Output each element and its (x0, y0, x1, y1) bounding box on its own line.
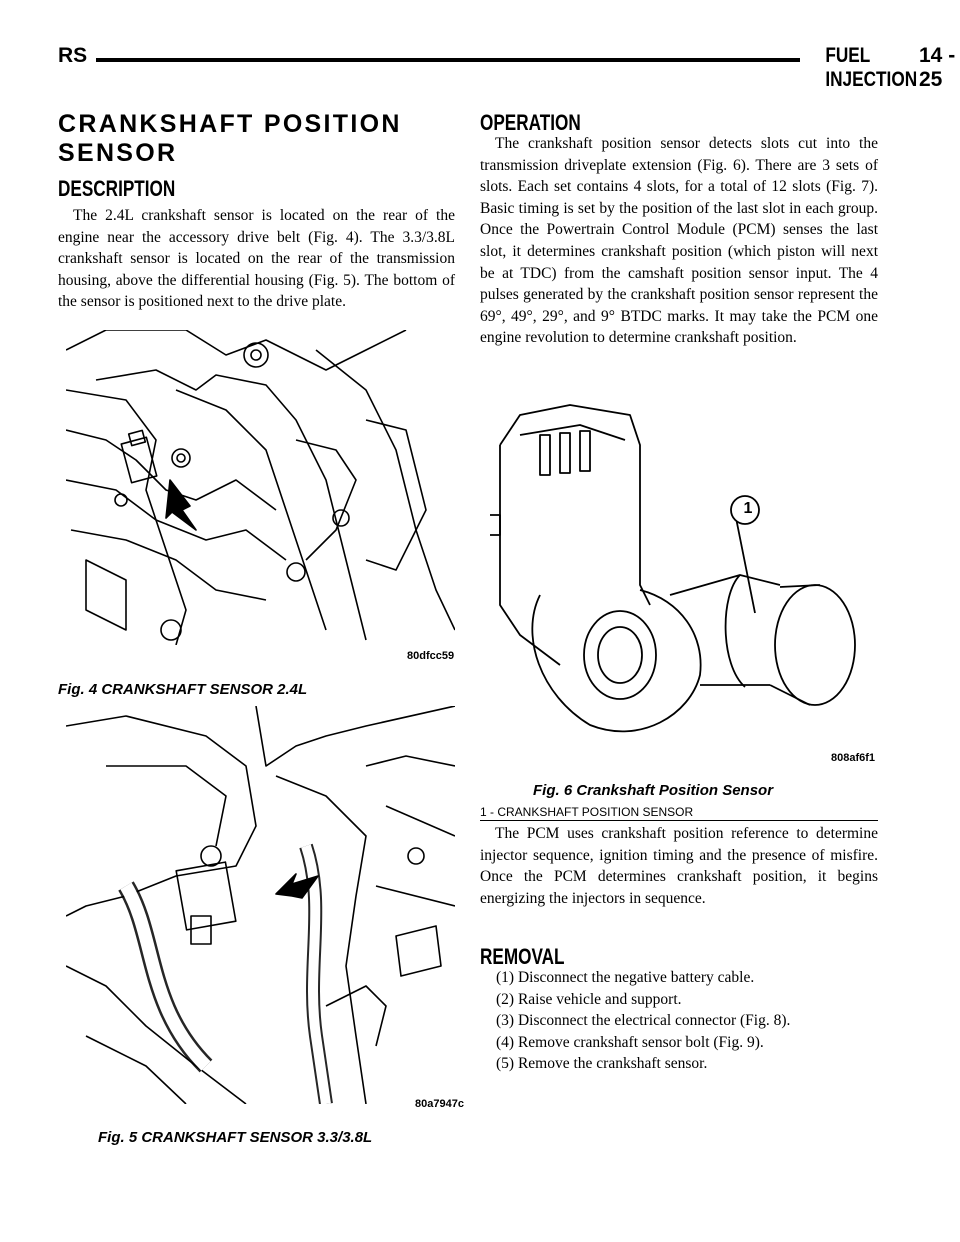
removal-step: (1) Disconnect the negative battery cable. (496, 969, 755, 986)
operation-text: The crankshaft position sensor detects slots cut into the transmission driveplate extension (Fig. 6). There are 3 sets of slots. Each set contains 4 slots, for a total of 12 slots (Fig. 7). Basic timing is set by the position of the last slot in each group. Once the Powertrain Control Module (PCM) senses the last slot, it determines crankshaft position (which piston will next be at TDC) from the camshaft position sensor input. The 4 pulses generated by the crankshaft position sensor represent the 69°, 49°, 29°, and 9° BTDC marks. It may take the PCM one engine revolution to determine crankshaft position. (480, 135, 878, 347)
figure-6-illustration (480, 395, 878, 765)
description-heading: DESCRIPTION (58, 176, 176, 201)
header-rule (96, 58, 800, 62)
figure-6-legend: 1 - CRANKSHAFT POSITION SENSOR (480, 805, 694, 819)
removal-step: (4) Remove crankshaft sensor bolt (Fig. 9). (496, 1033, 764, 1051)
figure-4-caption: Fig. 4 CRANKSHAFT SENSOR 2.4L (58, 681, 308, 698)
figure-5-caption: Fig. 5 CRANKSHAFT SENSOR 3.3/3.8L (98, 1129, 373, 1146)
figure-6-caption: Fig. 6 Crankshaft Position Sensor (533, 782, 774, 799)
removal-heading: REMOVAL (480, 944, 565, 969)
removal-step: (5) Remove the crankshaft sensor. (496, 1055, 708, 1073)
removal-step: (3) Disconnect the electrical connector (Fig. 8). (496, 1012, 791, 1030)
page-title: CRANKSHAFT POSITION SENSOR (58, 110, 402, 167)
figure-6-code: 808af6f1 (831, 752, 876, 764)
operation-heading: OPERATION (480, 110, 581, 135)
removal-step: (2) Raise vehicle and support. (496, 990, 682, 1008)
header-chapter-title: FUEL INJECTION (825, 44, 918, 91)
legend-rule (480, 820, 878, 821)
figure-4-illustration (66, 330, 455, 645)
description-text: The 2.4L crankshaft sensor is located on the rear of the engine near the accessory drive belt (Fig. 4). The 3.3/3.8L crankshaft sensor is located on the rear of the transmission housing, above the differential housing (Fig. 5). The bottom of the sensor is positioned next to the drive plate. (58, 207, 455, 311)
figure-5-illustration (66, 706, 455, 1104)
figure-5-code: 80a7947c (415, 1098, 464, 1110)
figure-6-callout-number: 1 (743, 500, 753, 517)
header-section-code: RS (58, 44, 88, 67)
removal-steps (496, 967, 790, 1075)
header-page-number: 14 - 25 (919, 44, 956, 91)
operation-text-2: The PCM uses crankshaft position reference to determine injector sequence, ignition timing and the presence of misfire. Once the PCM determines crankshaft position, it begins energizing the injectors in sequence. (480, 825, 878, 907)
figure-4-code: 80dfcc59 (407, 650, 455, 662)
